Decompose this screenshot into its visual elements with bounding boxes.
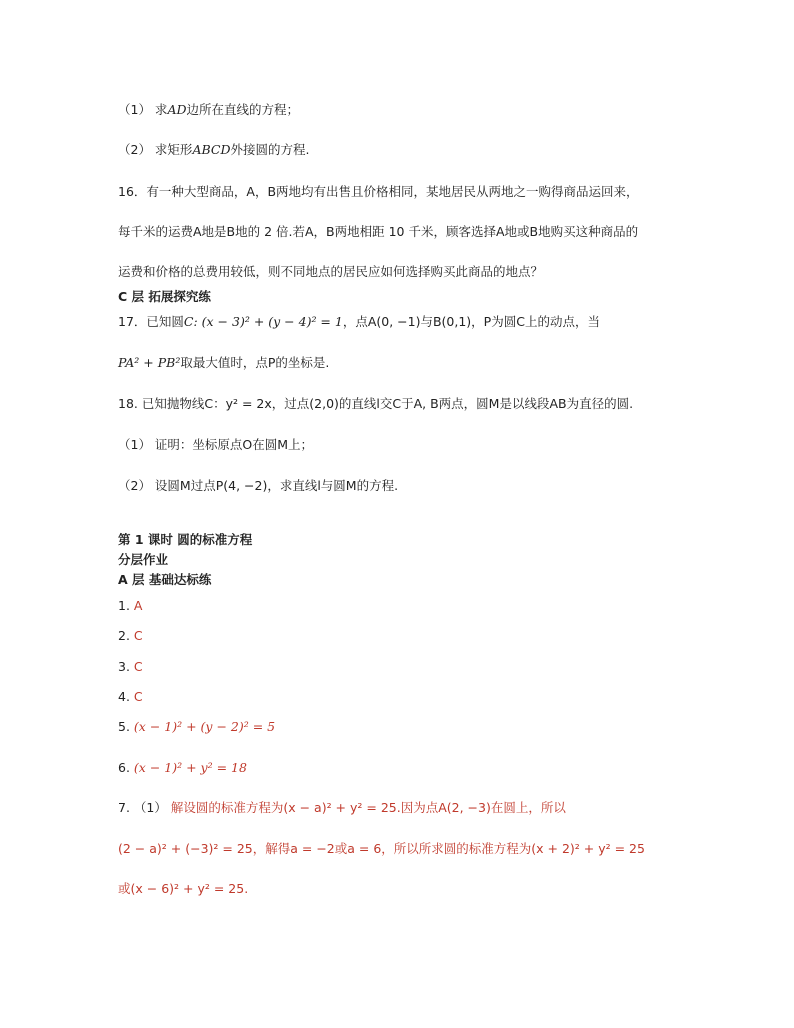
answer-number: 1. xyxy=(118,598,130,613)
answer-7-line-1 xyxy=(118,800,566,816)
answer-number: 3. xyxy=(118,659,130,674)
answer-value: (x − 1)² + y² = 18 xyxy=(133,760,247,775)
q15-2-pre: （2） 求矩形 xyxy=(118,142,193,157)
q15-1-pre: （1） 求 xyxy=(118,102,168,117)
q15-2-post: 外接圆的方程. xyxy=(230,142,310,157)
problem-18-2: （2） 设圆M过点P(4, −2)，求直线l与圆M的方程. xyxy=(118,478,399,493)
answer-7-text-1: 解设圆的标准方程为(x − a)² + y² = 25.因为点A(2, −3)在圆上，所以 xyxy=(170,800,566,815)
problem-17-line-2 xyxy=(118,355,329,371)
q17-line1-post: ，点A(0, −1)与B(0,1)，P为圆C上的动点，当 xyxy=(342,314,600,329)
answer-7-line-2: (2 − a)² + (−3)² = 25，解得a = −2或a = 6，所以所求圆的标准方程为(x + 2)² + y² = 25 xyxy=(118,841,645,856)
answer-item xyxy=(118,628,143,644)
problem-16-line-1: 16．有一种大型商品，A，B两地均有出售且价格相同，某地居民从两地之一购得商品运回来， xyxy=(118,184,639,199)
answer-value: C xyxy=(133,689,143,704)
section-c-heading: C 层 拓展探究练 xyxy=(118,289,211,304)
problem-16-line-3: 运费和价格的总费用较低，则不同地点的居民应如何选择购买此商品的地点？ xyxy=(118,264,544,279)
problem-15-2 xyxy=(118,142,309,158)
problem-17-line-1 xyxy=(118,314,600,330)
problem-18-line-1: 18. 已知抛物线C：y² = 2x，过点(2,0)的直线l交C于A, B两点，圆M是以线段AB为直径的圆. xyxy=(118,396,634,411)
answer-number: 4. xyxy=(118,689,130,704)
q17-line2-math: PA² + PB² xyxy=(118,355,181,370)
answer-item xyxy=(118,719,275,735)
section-a-heading: A 层 基础达标练 xyxy=(118,572,212,587)
answer-7-line-3: 或(x − 6)² + y² = 25. xyxy=(118,881,249,896)
q17-line1-pre: 17．已知圆 xyxy=(118,314,184,329)
problem-16-line-2: 每千米的运费A地是B地的 2 倍.若A，B两地相距 10 千米，顾客选择A地或B地购买这种商品的 xyxy=(118,224,639,239)
q15-1-post: 边所在直线的方程； xyxy=(186,102,300,117)
answer-value: C xyxy=(133,659,143,674)
problem-15-1 xyxy=(118,102,299,118)
answer-value: A xyxy=(133,598,143,613)
answer-value: C xyxy=(133,628,143,643)
answer-item xyxy=(118,659,143,675)
answer-number: 6. xyxy=(118,760,130,775)
q17-line1-math: C: (x − 3)² + (y − 4)² = 1 xyxy=(183,314,343,329)
answer-number: 2. xyxy=(118,628,130,643)
answer-7-label: 7. （1） xyxy=(118,800,167,815)
problem-18-1: （1） 证明：坐标原点O在圆M上； xyxy=(118,437,314,452)
lesson-title: 第 1 课时 圆的标准方程 xyxy=(118,532,253,547)
answer-number: 5. xyxy=(118,719,130,734)
q17-line2-post: 取最大值时，点P的坐标是. xyxy=(180,355,330,370)
homework-subtitle: 分层作业 xyxy=(118,552,169,567)
q15-2-math: ABCD xyxy=(192,142,231,157)
answer-item xyxy=(118,689,143,705)
q15-1-math: AD xyxy=(167,102,187,117)
answer-item xyxy=(118,760,247,776)
answer-item xyxy=(118,598,142,614)
answer-value: (x − 1)² + (y − 2)² = 5 xyxy=(133,719,276,734)
